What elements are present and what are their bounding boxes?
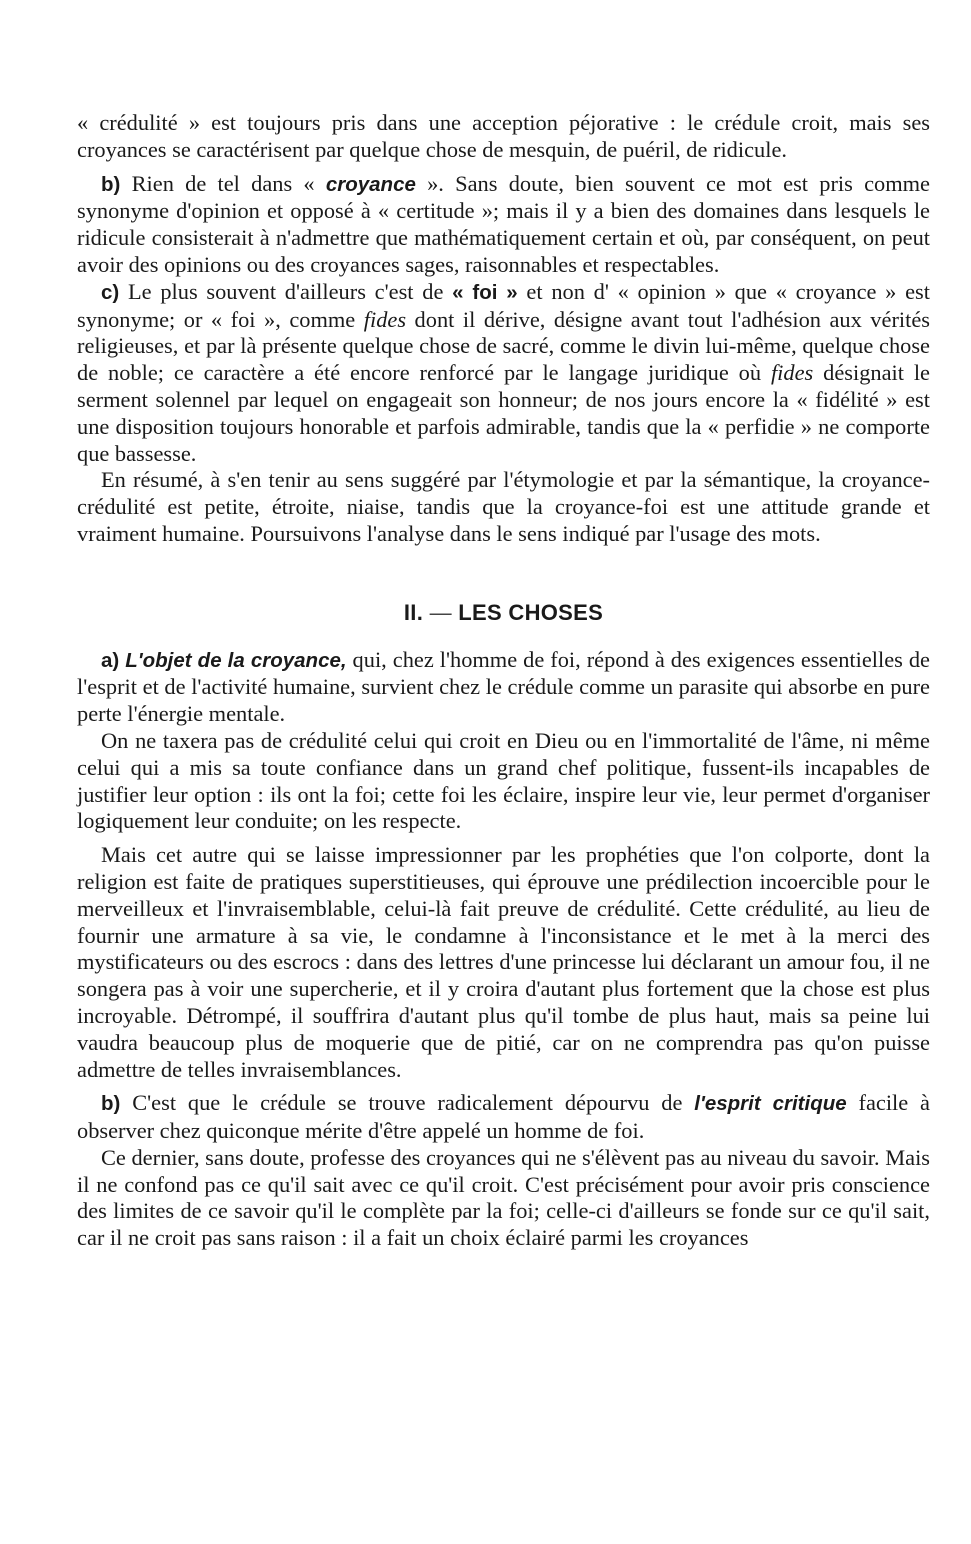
latin-word: fides [770,360,814,386]
page-text [77,110,930,1252]
emphasis-term: l'esprit critique [694,1092,847,1116]
paragraph-text: désignait le serment solennel par lequel on engageait son honneur; de nos jours encore la « fidélité » est une disposition toujours honorable et parfois admirable, tandis que la « perfidie » ne comporte que bassesse. [77,360,930,466]
paragraph-resume: En résumé, à s'en tenir au sens suggéré par l'étymologie et par la sémantique, la croyance-crédulité est petite, étroite, niaise, tandis que la croyance-foi est une attitude grande et vraiment humaine. Poursuivons l'analyse dans le sens indiqué par l'usage des mots. [77,467,930,546]
section-heading [77,600,930,627]
paragraph-a-objet [77,647,930,728]
paragraph-text: qui, chez l'homme de foi, répond à des exigences essentielles de l'esprit et de l'activité humaine, survient chez le crédule comme un parasite qui absorbe en pure perte l'énergie mentale. [77,646,930,727]
paragraph-text: Le plus souvent d'ailleurs c'est de [119,278,453,304]
paragraph-text: dont il dérive, désigne avant tout l'adhésion aux vérités religieuses, et par là présente quelque chose de sacré, comme le divin lui-même, quelque chose de noble; ce caractère a été encore renforcé par le langage juridique où [77,306,930,386]
section-title: LES CHOSES [458,599,604,625]
paragraph-text: Rien de tel dans « [120,170,326,196]
paragraph-mais-cet-autre: Mais cet autre qui se laisse impressionner par les prophéties que l'on colporte, dont la religion est faite de pratiques superstitieuses, qui éprouve une prédilection incoercible pour le merveilleux et l'invraisemblable, celui-là fait preuve de crédulité. Cette crédulité, au lieu de fournir une armature à sa vie, le condamne à l'inconsistance et le met à la merci des mystificateurs ou des escrocs : dans des lettres d'une princesse lui déclarant un amour fou, il ne songera pas à voir une supercherie, et il y croira d'autant plus fortement que la chose est plus incroyable. Détrompé, il souffrira d'autant plus qu'il tombe de plus haut, mais sa peine lui vaudra beaucoup plus de moquerie que de pitié, car on ne comprendra pas qu'on puisse admettre de telles invraisemblances. [77,842,930,1082]
latin-word: fides [363,306,407,332]
paragraph-text: C'est que le crédule se trouve radicalement dépourvu de [120,1090,695,1116]
paragraph-text: ». Sans doute, bien souvent ce mot est pris comme synonyme d'opinion et opposé à « certitude »; mais il y a bien des domaines dans lesquels le ridicule consisterait à n'admettre que mathématiquement certain et où, par conséquent, on peut avoir des opinions ou des croyances sages, raisonnables et respectables. [77,170,930,277]
paragraph-text: facile à observer chez quiconque mérite d'être appelé un homme de foi. [77,1090,930,1144]
item-label-a: a) [101,648,120,672]
paragraph-text: et non d' « opinion » que « croyance » est synonyme; or « foi », comme [77,278,930,332]
paragraph-ce-dernier: Ce dernier, sans doute, professe des croyances qui ne s'élèvent pas au niveau du savoir. Mais il ne confond pas ce qu'il sait avec ce qu'il croit. C'est précisément pour avoir pris conscience des limites de ce savoir qu'il le complète par la foi; celle-ci d'ailleurs se fonde sur ce qu'il sait, car il ne croit pas sans raison : il a fait un choix éclairé parmi les croyances [77,1144,930,1251]
paragraph-b-croyance [77,171,930,279]
emphasis-term: croyance [325,172,416,196]
item-label-b: b) [101,172,121,196]
emphasis-term: « foi » [452,280,518,304]
section-dash: — [429,599,452,625]
item-label-c: c) [101,280,120,304]
paragraph-c-foi [77,279,930,468]
emphasis-term: L'objet de la croyance, [125,648,347,672]
paragraph-b-esprit-critique [77,1090,930,1145]
paragraph-foi-en-dieu: On ne taxera pas de crédulité celui qui croit en Dieu ou en l'immortalité de l'âme, ni même celui qui a mis sa toute confiance dans un grand chef politique, fussent-ils incapables de justifier leur option : ils ont la foi; cette foi les éclaire, inspire leur vie, leur permet d'organiser logiquement leur conduite; on les respecte. [77,727,930,834]
section-numeral: II. [403,599,424,625]
item-label-b: b) [101,1092,121,1116]
paragraph-credulite-definition: « crédulité » est toujours pris dans une acception péjorative : le crédule croit, mais ses croyances se caractérisent par quelque chose de mesquin, de puéril, de ridicule. [77,110,930,162]
